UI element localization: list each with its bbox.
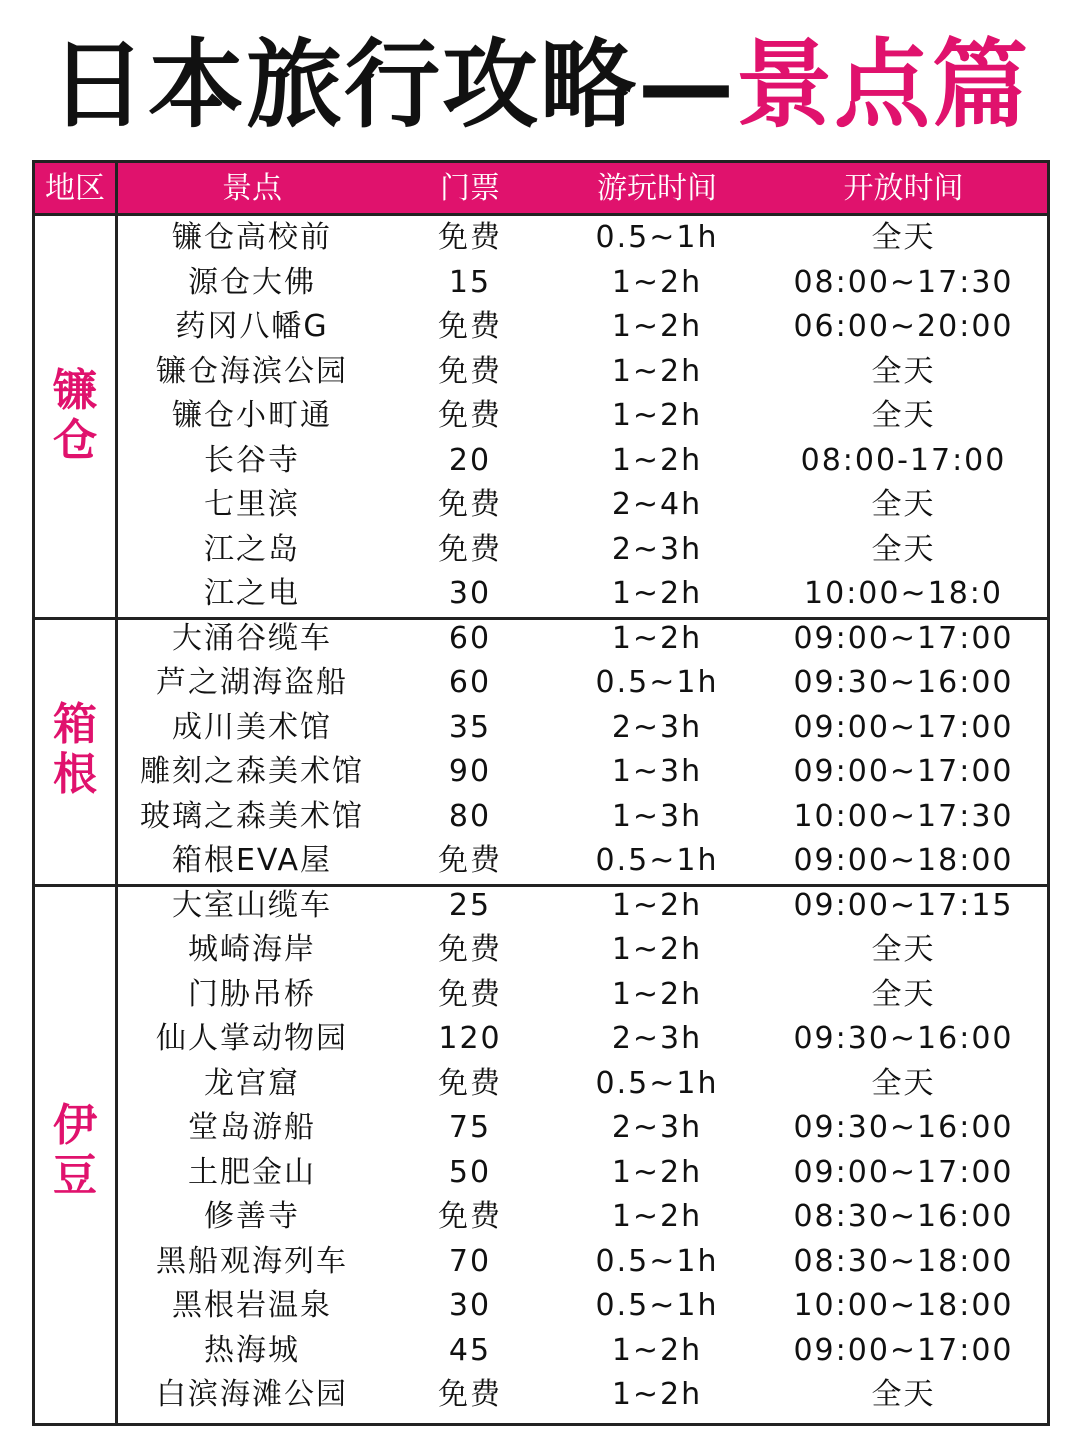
spot-name: 七里滨 xyxy=(204,487,300,522)
table-row xyxy=(118,750,1047,795)
ticket-price: 75 xyxy=(448,1110,492,1145)
visit-duration: 2~3h xyxy=(611,1021,703,1056)
opening-hours: 全天 xyxy=(871,353,936,389)
table-row xyxy=(118,439,1047,484)
spot-name: 江之电 xyxy=(204,576,300,611)
ticket-price: 60 xyxy=(448,620,492,656)
header-divider xyxy=(115,163,118,213)
visit-duration: 0.5~1h xyxy=(595,1243,719,1279)
ticket-price: 免费 xyxy=(438,220,502,255)
header-hours: 开放时间 xyxy=(843,171,964,206)
visit-duration: 1~2h xyxy=(611,1332,703,1368)
spot-name: 大涌谷缆车 xyxy=(172,620,332,656)
spot-name: 源仓大佛 xyxy=(188,264,316,300)
region-group xyxy=(35,617,1047,884)
opening-hours: 09:00~17:00 xyxy=(793,1154,1014,1190)
spot-name: 大室山缆车 xyxy=(172,887,332,923)
spot-name: 镰仓海滨公园 xyxy=(156,353,348,389)
opening-hours: 全天 xyxy=(871,531,936,567)
spot-name: 箱根EVA屋 xyxy=(171,843,333,878)
region-label: 伊豆 xyxy=(53,1099,97,1201)
opening-hours: 全天 xyxy=(871,1065,936,1101)
ticket-price: 免费 xyxy=(438,1065,502,1101)
table-row xyxy=(118,1062,1047,1107)
visit-duration: 0.5~1h xyxy=(595,665,719,700)
ticket-price: 免费 xyxy=(438,398,502,433)
visit-duration: 0.5~1h xyxy=(595,1065,719,1101)
visit-duration: 1~2h xyxy=(611,442,703,478)
ticket-price: 30 xyxy=(448,1288,492,1323)
table-row xyxy=(118,350,1047,395)
opening-hours: 09:00~17:15 xyxy=(793,887,1014,923)
table-row xyxy=(118,1195,1047,1240)
table-header xyxy=(35,163,1047,213)
opening-hours: 09:00~17:00 xyxy=(793,754,1014,789)
spot-name: 镰仓高校前 xyxy=(172,220,332,255)
region-label: 箱根 xyxy=(53,699,97,800)
ticket-price: 免费 xyxy=(438,309,502,344)
opening-hours: 全天 xyxy=(871,976,936,1012)
spot-name: 江之岛 xyxy=(204,531,300,567)
header-spot: 景点 xyxy=(222,171,282,206)
region-label: 镰仓 xyxy=(53,365,97,467)
table-row xyxy=(118,1284,1047,1329)
visit-duration: 1~2h xyxy=(611,264,703,300)
table-row xyxy=(118,1151,1047,1196)
ticket-price: 80 xyxy=(448,798,492,834)
spot-name: 黑根岩温泉 xyxy=(172,1288,332,1323)
opening-hours: 09:30~16:00 xyxy=(793,665,1014,700)
opening-hours: 06:00~20:00 xyxy=(793,309,1014,344)
visit-duration: 1~2h xyxy=(611,887,703,923)
spot-name: 黑船观海列车 xyxy=(156,1243,348,1279)
title-accent: 景点篇 xyxy=(736,29,1030,141)
spot-name: 长谷寺 xyxy=(204,442,300,478)
table-row xyxy=(118,216,1047,261)
visit-duration: 1~2h xyxy=(611,353,703,389)
opening-hours: 全天 xyxy=(871,487,936,522)
visit-duration: 1~2h xyxy=(611,1199,703,1234)
table-row xyxy=(118,394,1047,439)
visit-duration: 1~2h xyxy=(611,932,703,967)
visit-duration: 0.5~1h xyxy=(595,220,719,255)
table-row xyxy=(118,617,1047,662)
spot-name: 堂岛游船 xyxy=(188,1110,316,1145)
spot-name: 成川美术馆 xyxy=(172,709,332,745)
opening-hours: 09:00~17:00 xyxy=(793,709,1014,745)
visit-duration: 0.5~1h xyxy=(595,1288,719,1323)
visit-duration: 2~3h xyxy=(611,709,703,745)
ticket-price: 25 xyxy=(448,887,492,923)
spot-name: 芦之湖海盗船 xyxy=(156,665,348,700)
opening-hours: 09:00~17:00 xyxy=(793,1332,1014,1368)
visit-duration: 2~3h xyxy=(611,1110,703,1145)
spot-name: 白滨海滩公园 xyxy=(156,1377,348,1412)
title-main: 日本旅行攻略— xyxy=(50,29,736,141)
ticket-price: 120 xyxy=(438,1021,502,1056)
table-row xyxy=(118,661,1047,706)
visit-duration: 1~2h xyxy=(611,398,703,433)
spot-name: 城崎海岸 xyxy=(188,932,316,967)
table-row xyxy=(118,1373,1047,1418)
opening-hours: 全天 xyxy=(871,220,936,255)
visit-duration: 1~2h xyxy=(611,576,703,611)
opening-hours: 10:00~18:00 xyxy=(793,1288,1014,1323)
ticket-price: 免费 xyxy=(438,1199,502,1234)
header-ticket: 门票 xyxy=(440,171,500,206)
visit-duration: 0.5~1h xyxy=(595,843,719,878)
region-group xyxy=(35,216,1047,617)
header-region: 地区 xyxy=(45,171,105,206)
visit-duration: 2~4h xyxy=(611,487,703,522)
opening-hours: 10:00~17:30 xyxy=(793,798,1014,834)
table-row xyxy=(118,305,1047,350)
table-row xyxy=(118,572,1047,617)
opening-hours: 09:00~18:00 xyxy=(793,843,1014,878)
ticket-price: 免费 xyxy=(438,1377,502,1412)
spot-name: 镰仓小町通 xyxy=(172,398,332,433)
ticket-price: 免费 xyxy=(438,932,502,967)
ticket-price: 免费 xyxy=(438,487,502,522)
opening-hours: 全天 xyxy=(871,1377,936,1412)
table-row xyxy=(118,839,1047,884)
table-row xyxy=(118,1329,1047,1374)
visit-duration: 1~2h xyxy=(611,309,703,344)
visit-duration: 1~2h xyxy=(611,1154,703,1190)
spot-name: 雕刻之森美术馆 xyxy=(140,754,364,789)
opening-hours: 全天 xyxy=(871,398,936,433)
spot-name: 门胁吊桥 xyxy=(188,976,316,1012)
table-row xyxy=(118,884,1047,929)
table-row xyxy=(118,1240,1047,1285)
table-row xyxy=(118,706,1047,751)
table-row xyxy=(118,261,1047,306)
ticket-price: 15 xyxy=(448,264,492,300)
opening-hours: 08:00~17:30 xyxy=(793,264,1014,300)
opening-hours: 08:00-17:00 xyxy=(800,442,1007,478)
page-title xyxy=(0,20,1080,150)
ticket-price: 20 xyxy=(448,442,492,478)
ticket-price: 免费 xyxy=(438,843,502,878)
ticket-price: 35 xyxy=(448,709,492,745)
table-row xyxy=(118,795,1047,840)
table-row xyxy=(118,973,1047,1018)
visit-duration: 1~2h xyxy=(611,620,703,656)
region-group xyxy=(35,884,1047,1418)
opening-hours: 08:30~18:00 xyxy=(793,1243,1014,1279)
ticket-price: 45 xyxy=(448,1332,492,1368)
ticket-price: 50 xyxy=(448,1154,492,1190)
ticket-price: 免费 xyxy=(438,353,502,389)
attractions-table xyxy=(32,160,1050,1426)
table-row xyxy=(118,483,1047,528)
opening-hours: 10:00~18:0 xyxy=(804,576,1003,611)
visit-duration: 1~3h xyxy=(611,754,703,789)
table-row xyxy=(118,1017,1047,1062)
spot-name: 龙宫窟 xyxy=(204,1065,300,1101)
spot-name: 土肥金山 xyxy=(188,1154,316,1190)
opening-hours: 09:00~17:00 xyxy=(793,620,1014,656)
spot-name: 修善寺 xyxy=(204,1199,300,1234)
visit-duration: 1~2h xyxy=(611,976,703,1012)
table-row xyxy=(118,1106,1047,1151)
ticket-price: 60 xyxy=(448,665,492,700)
ticket-price: 30 xyxy=(448,576,492,611)
spot-name: 药冈八幡G xyxy=(175,309,329,344)
table-row xyxy=(118,928,1047,973)
visit-duration: 1~2h xyxy=(611,1377,703,1412)
ticket-price: 90 xyxy=(448,754,492,789)
opening-hours: 全天 xyxy=(871,932,936,967)
opening-hours: 08:30~16:00 xyxy=(793,1199,1014,1234)
opening-hours: 09:30~16:00 xyxy=(793,1110,1014,1145)
ticket-price: 70 xyxy=(448,1243,492,1279)
header-duration: 游玩时间 xyxy=(597,171,717,206)
opening-hours: 09:30~16:00 xyxy=(793,1021,1014,1056)
visit-duration: 1~3h xyxy=(611,798,703,834)
spot-name: 玻璃之森美术馆 xyxy=(140,798,364,834)
spot-name: 热海城 xyxy=(204,1332,300,1368)
visit-duration: 2~3h xyxy=(611,531,703,567)
ticket-price: 免费 xyxy=(438,531,502,567)
ticket-price: 免费 xyxy=(438,976,502,1012)
spot-name: 仙人掌动物园 xyxy=(156,1021,348,1056)
table-row xyxy=(118,528,1047,573)
